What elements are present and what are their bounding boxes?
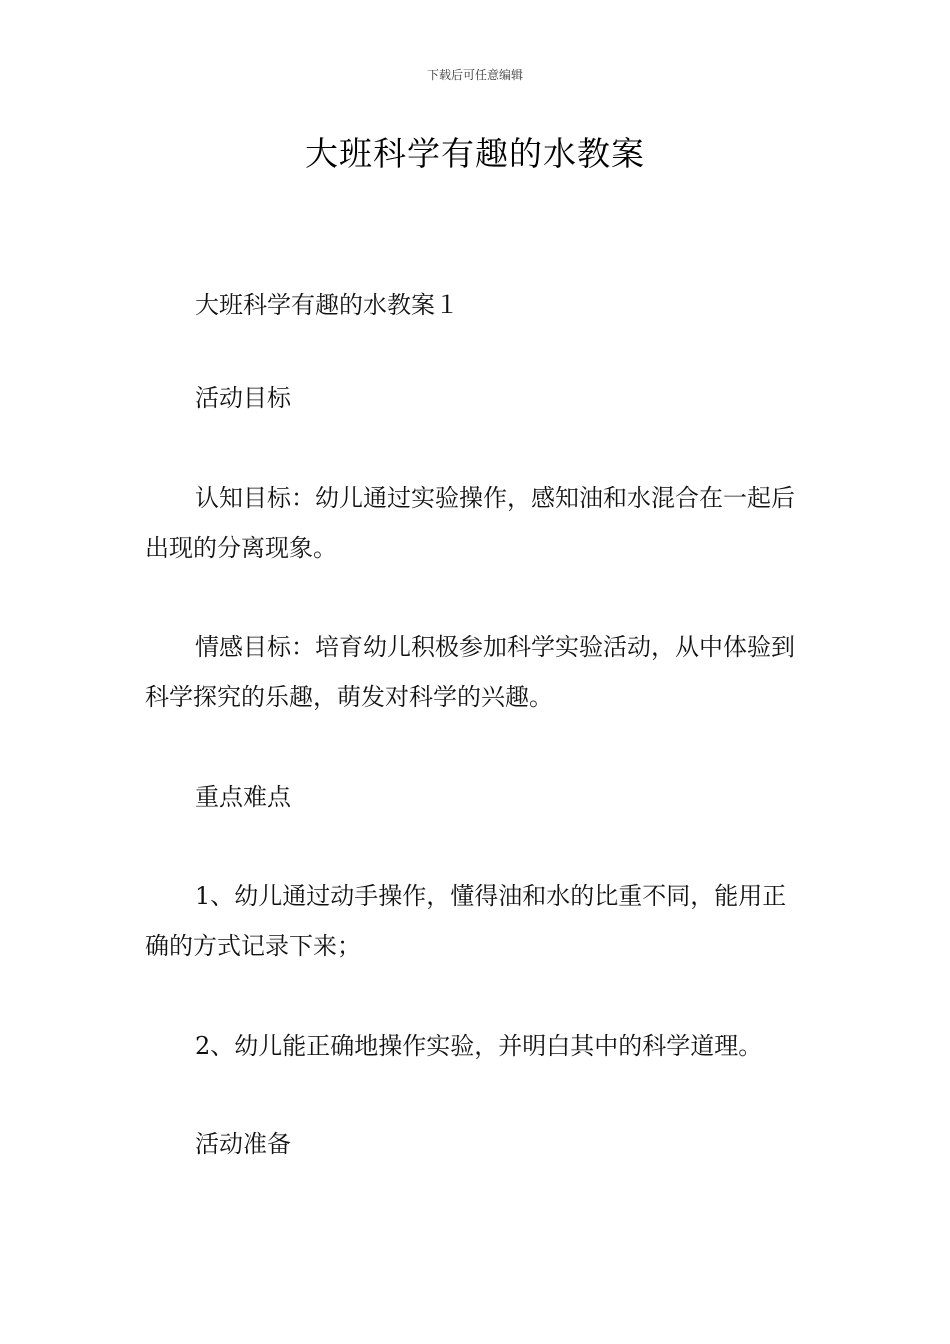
emotional-goal-paragraph: 情感目标：培育幼儿积极参加科学实验活动，从中体验到科学探究的乐趣，萌发对科学的兴趣。 xyxy=(145,633,795,711)
preparation-heading: 活动准备 xyxy=(195,1130,291,1158)
key-points-heading: 重点难点 xyxy=(195,783,291,811)
document-title: 大班科学有趣的水教案 xyxy=(305,134,645,173)
key-point-1: 1、幼儿通过动手操作，懂得油和水的比重不同，能用正确的方式记录下来； xyxy=(145,882,787,960)
key-point-2: 2、幼儿能正确地操作实验，并明白其中的科学道理。 xyxy=(195,1032,763,1060)
header-note: 下载后可任意编辑 xyxy=(426,68,523,82)
cognitive-goal-paragraph: 认知目标：幼儿通过实验操作，感知油和水混合在一起后出现的分离现象。 xyxy=(145,484,795,562)
goal-heading: 活动目标 xyxy=(195,384,291,412)
section-subtitle: 大班科学有趣的水教案１ xyxy=(195,291,459,319)
